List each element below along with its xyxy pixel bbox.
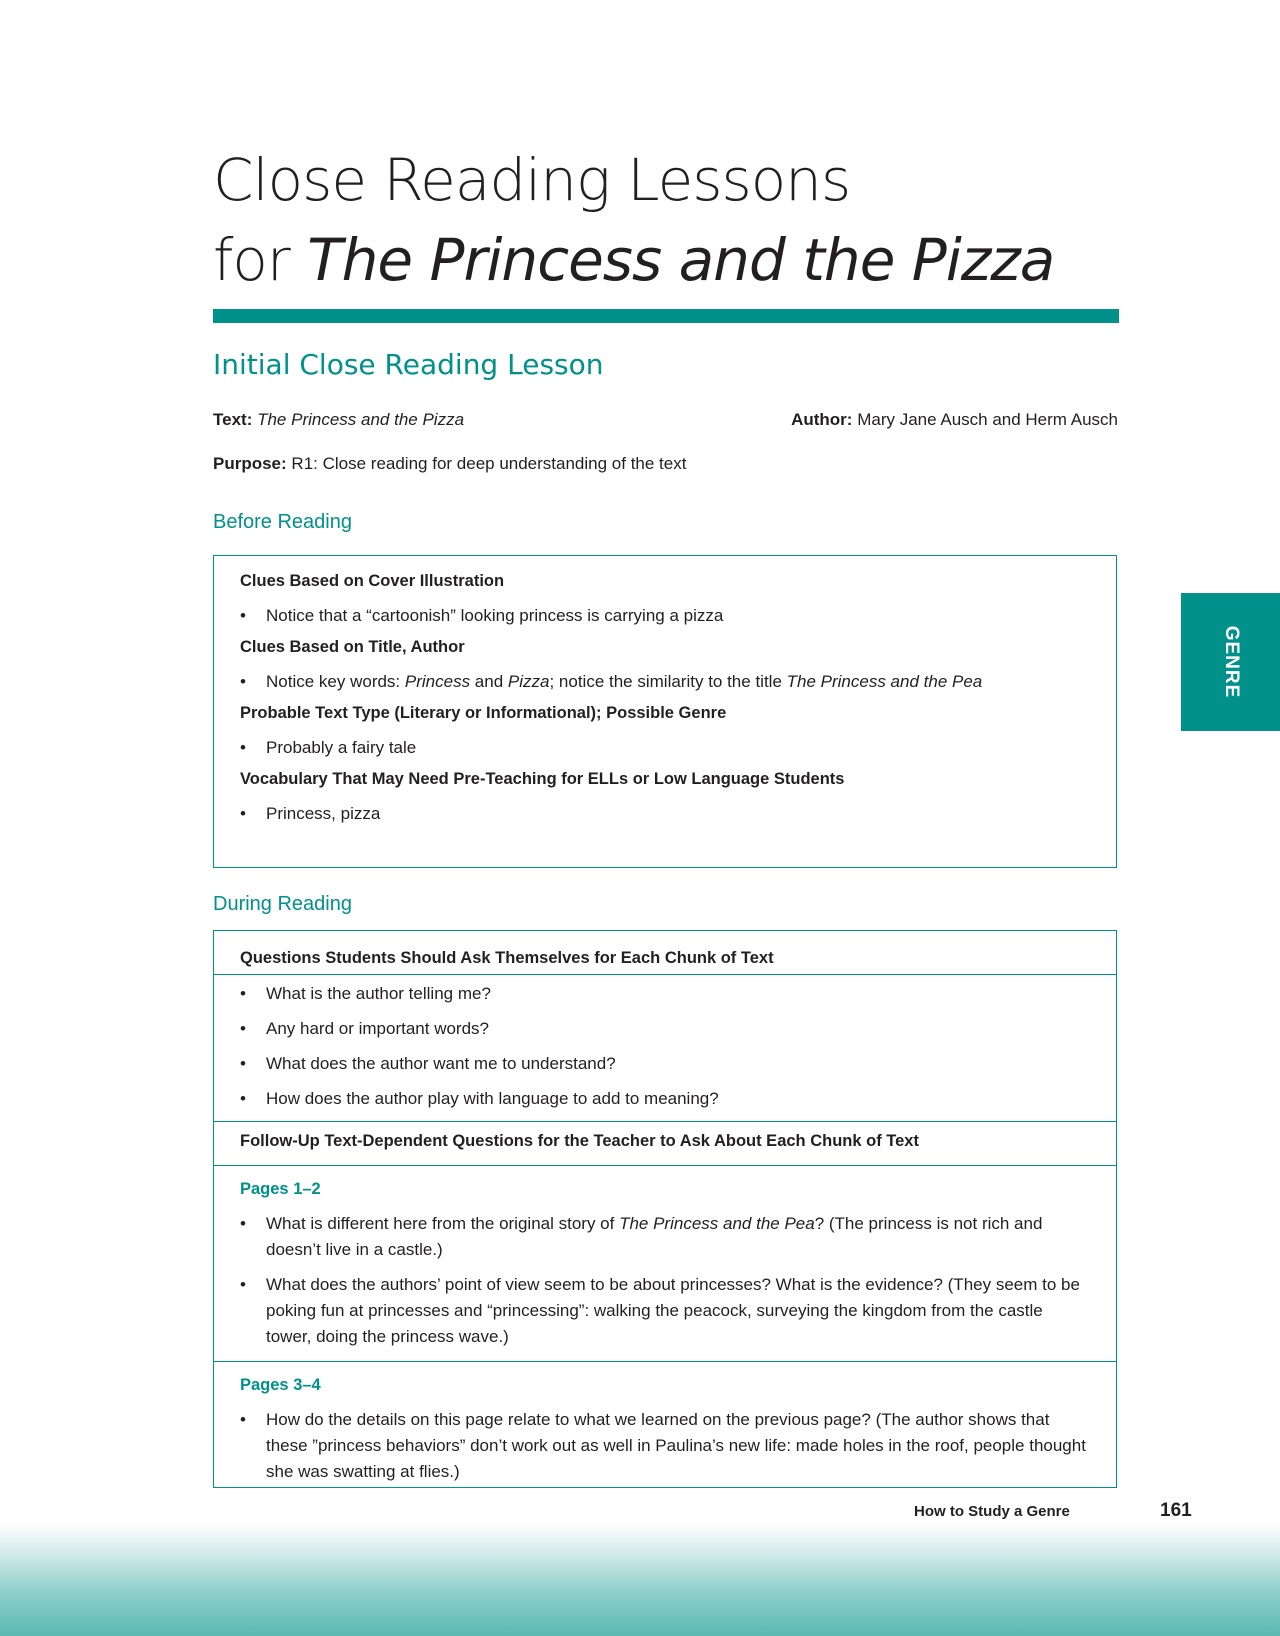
genre-side-tab: [1181, 593, 1280, 731]
pages-3-4-row: [214, 1361, 1116, 1496]
list-item: • Any hard or important words?: [240, 1016, 1090, 1042]
list-item: • What does the author want me to understand?: [240, 1051, 1090, 1077]
purpose-value: R1: Close reading for deep understanding of the text: [291, 454, 687, 473]
footer-band: [0, 1524, 1280, 1636]
list-item: • What is the author telling me?: [240, 981, 1090, 1007]
author-meta: [791, 410, 1118, 430]
section-title: Vocabulary That May Need Pre-Teaching for ELLs or Low Language Students: [240, 770, 845, 788]
list-item: [240, 669, 1090, 695]
text-run: ; notice the similarity to the title: [549, 672, 787, 691]
pages-1-2-row: [214, 1165, 1116, 1361]
section-title: Probable Text Type (Literary or Informational); Possible Genre: [240, 704, 727, 722]
questions-title: Questions Students Should Ask Themselves for Each Chunk of Text: [240, 949, 774, 967]
title-prefix: for: [213, 226, 308, 294]
before-reading-box: [213, 555, 1117, 868]
text-value: The Princess and the Pizza: [257, 410, 465, 429]
footer-label: How to Study a Genre: [914, 1503, 1070, 1520]
text-run: Notice key words:: [266, 672, 405, 691]
purpose-meta: [213, 454, 686, 474]
section-title: Clues Based on Cover Illustration: [240, 572, 505, 590]
questions-header-row: [214, 931, 1116, 974]
before-reading-heading: Before Reading: [213, 511, 352, 533]
purpose-label: Purpose:: [213, 454, 287, 473]
title-rule: [213, 309, 1119, 323]
text-run: ? (The princess is not rich and doesn’t live in a castle.): [266, 1214, 1043, 1259]
page-number: 161: [1160, 1500, 1192, 1521]
genre-tab-label: GENRE: [1220, 625, 1242, 699]
pages-label: Pages 1–2: [240, 1180, 321, 1198]
title-line-2: [213, 220, 1133, 300]
list-item: • How does the author play with language to add to meaning?: [240, 1086, 1090, 1112]
author-label: Author:: [791, 410, 853, 429]
text-label: Text:: [213, 410, 253, 429]
page-title: [213, 140, 1133, 300]
during-reading-box: [213, 930, 1117, 1488]
list-item: • Princess, pizza: [240, 801, 1090, 827]
text-run: The Princess and the Pea: [619, 1214, 815, 1233]
list-item: • How do the details on this page relate to what we learned on the previous page? (The author shows that these ”princess behaviors” don’t work out as well in Paulina’s new life: made holes in the roof, people thought she was swatting at flies.): [240, 1407, 1090, 1485]
list-item: • Notice that a “cartoonish” looking princess is carrying a pizza: [240, 603, 1090, 629]
text-meta: [213, 410, 464, 430]
during-reading-heading: During Reading: [213, 893, 352, 915]
pages-label: Pages 3–4: [240, 1376, 321, 1394]
questions-row: [214, 974, 1116, 1112]
text-run: Pizza: [507, 672, 550, 691]
section-title: Clues Based on Title, Author: [240, 638, 465, 656]
followup-header-row: [214, 1121, 1116, 1165]
lesson-subtitle: Initial Close Reading Lesson: [213, 348, 604, 381]
text-run: The Princess and the Pea: [786, 672, 983, 691]
before-reading-content: [214, 556, 1116, 844]
text-run: and: [470, 672, 508, 691]
title-book: The Princess and the Pizza: [307, 226, 1055, 294]
list-item: • What does the authors’ point of view seem to be about princesses? What is the evidence? (They seem to be poking fun at princesses and “princessing”: walking the peacock, surveying the kingdom from the castle tower, doing the princess wave.): [240, 1272, 1090, 1350]
author-value: Mary Jane Ausch and Herm Ausch: [857, 410, 1118, 429]
title-line-1: Close Reading Lessons: [213, 146, 851, 214]
text-run: What is different here from the original story of: [266, 1214, 620, 1233]
list-item: [240, 1211, 1090, 1263]
list-item: • Probably a fairy tale: [240, 735, 1090, 761]
text-run: Princess: [404, 672, 471, 691]
followup-title: Follow-Up Text-Dependent Questions for the Teacher to Ask About Each Chunk of Text: [240, 1132, 919, 1150]
